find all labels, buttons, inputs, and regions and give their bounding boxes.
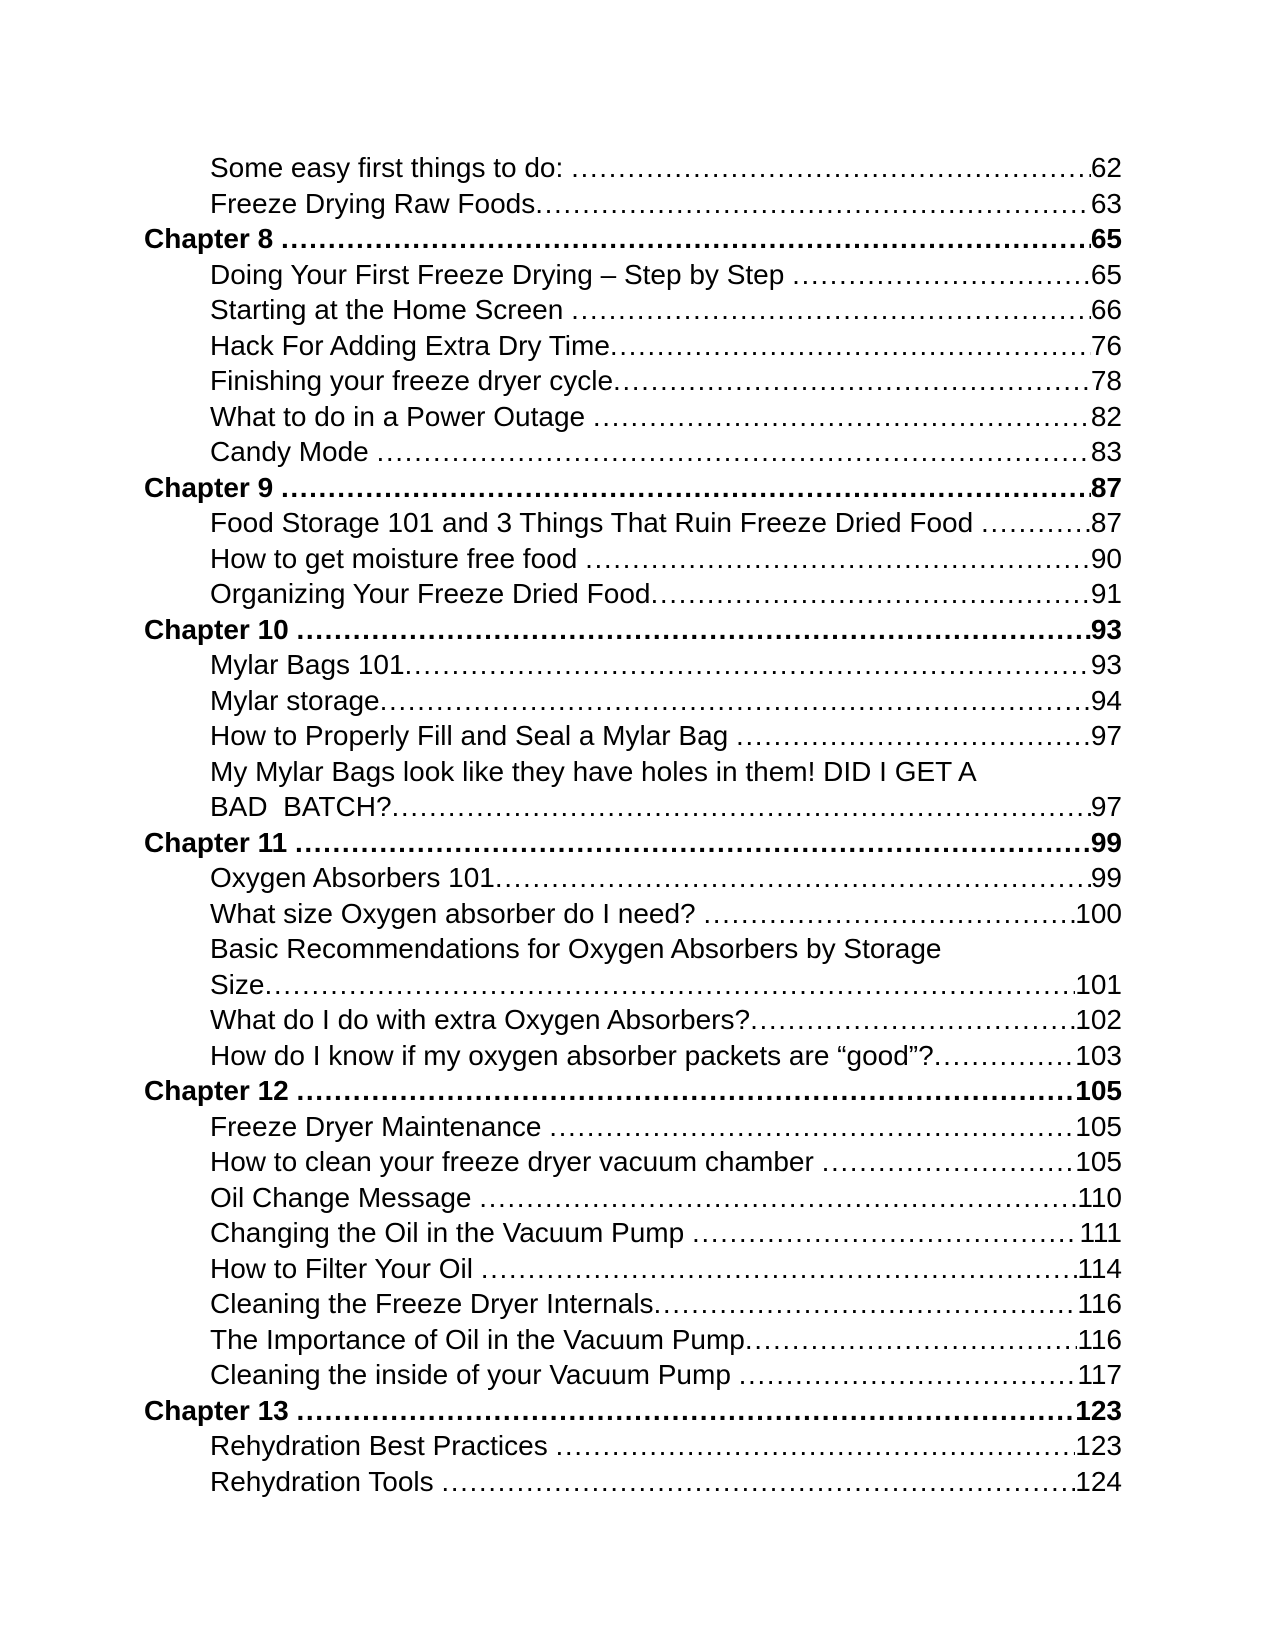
dot-leader [297, 612, 1091, 648]
dot-leader [692, 1215, 1079, 1251]
toc-section-entry [144, 186, 1122, 222]
toc-section-entry [144, 363, 1122, 399]
dot-leader [479, 1180, 1077, 1216]
toc-entry-page: 82 [1090, 400, 1122, 432]
toc-section-entry [144, 1002, 1122, 1038]
toc-entry-title: Some easy first things to do: [210, 152, 572, 183]
dot-leader [392, 789, 1091, 825]
dot-leader [585, 541, 1091, 577]
toc-entry-title: The Importance of Oil in the Vacuum Pump [210, 1323, 745, 1355]
toc-entry-page: 101 [1075, 968, 1122, 1000]
toc-chapter-entry [144, 221, 1122, 257]
dot-leader [571, 150, 1091, 186]
toc-entry-title: BAD BATCH? [210, 791, 392, 822]
toc-entry-page: 124 [1075, 1465, 1122, 1497]
toc-entry-title: What size Oxygen absorber do I need? [210, 897, 704, 929]
toc-entry-title: How to clean your freeze dryer vacuum chamber [210, 1146, 822, 1177]
toc-entry-page: 99 [1090, 862, 1122, 893]
dot-leader [549, 1109, 1075, 1145]
toc-entry-page: 105 [1075, 1075, 1122, 1106]
toc-entry-page: 63 [1090, 187, 1122, 219]
dot-leader [822, 1144, 1076, 1180]
toc-entry-title: What do I do with extra Oxygen Absorbers? [210, 1004, 751, 1035]
toc-section-entry [144, 1180, 1122, 1216]
dot-leader [736, 718, 1091, 754]
toc-entry-title: Chapter 10 [144, 613, 297, 645]
dot-leader [380, 683, 1091, 719]
dot-leader [377, 434, 1091, 470]
toc-entry-page: 94 [1090, 684, 1122, 716]
toc-entry-page: 116 [1077, 1323, 1122, 1355]
toc-entry-title: Rehydration Tools [210, 1465, 442, 1497]
toc-entry-title: Mylar storage [210, 684, 380, 716]
toc-entry-page: 123 [1075, 1430, 1122, 1461]
dot-leader [481, 1251, 1078, 1287]
toc-section-entry [144, 1286, 1122, 1322]
dot-leader [739, 1357, 1078, 1393]
dot-leader [295, 825, 1091, 861]
toc-entry-title: Hack For Adding Extra Dry Time [210, 329, 610, 361]
toc-section-entry [144, 434, 1122, 470]
dot-leader [405, 647, 1091, 683]
toc-entry-title: Food Storage 101 and 3 Things That Ruin Freeze Dried Food [210, 507, 981, 538]
toc-entry-title: Chapter 12 [144, 1075, 297, 1106]
toc-section-entry [144, 399, 1122, 435]
toc-entry-page: 91 [1090, 578, 1122, 609]
dot-leader [745, 1322, 1078, 1358]
toc-section-entry [144, 1464, 1122, 1500]
dot-leader [441, 1464, 1075, 1500]
dot-leader [495, 860, 1091, 896]
toc-section-entry [144, 718, 1122, 754]
toc-entry-title: Freeze Dryer Maintenance [210, 1110, 550, 1142]
toc-entry-title: Size [210, 968, 265, 1000]
toc-entry-title: How to Filter Your Oil [210, 1252, 481, 1284]
dot-leader [934, 1038, 1076, 1074]
toc-entry-page: 78 [1090, 365, 1122, 396]
toc-section-entry [144, 1428, 1122, 1464]
toc-entry-page: 87 [1090, 471, 1122, 503]
toc-entry-title: Chapter 8 [144, 223, 281, 254]
toc-section-entry [144, 1215, 1122, 1251]
toc-entry-page: 99 [1090, 826, 1122, 858]
toc-entry-page: 66 [1090, 294, 1122, 325]
toc-entry-page: 62 [1090, 152, 1122, 183]
toc-entry-title: How to get moisture free food [210, 542, 586, 574]
toc-entry-title: Oil Change Message [210, 1181, 480, 1213]
toc-section-entry [144, 754, 1122, 790]
toc-section-entry [144, 1322, 1122, 1358]
toc-entry-page: 90 [1090, 542, 1122, 574]
toc-section-entry [144, 505, 1122, 541]
toc-entry-page: 117 [1077, 1359, 1122, 1390]
table-of-contents [144, 150, 1122, 1499]
toc-section-entry [144, 257, 1122, 293]
toc-entry-title: Changing the Oil in the Vacuum Pump [210, 1217, 692, 1248]
toc-entry-page: 110 [1077, 1181, 1122, 1213]
toc-section-entry [144, 647, 1122, 683]
dot-leader [650, 576, 1090, 612]
dot-leader [264, 967, 1075, 1003]
dot-leader [610, 328, 1091, 364]
toc-section-entry [144, 292, 1122, 328]
toc-entry-title: How to Properly Fill and Seal a Mylar Bag [210, 720, 736, 751]
dot-leader [571, 292, 1091, 328]
toc-entry-title: Chapter 13 [144, 1394, 297, 1426]
toc-entry-title: Doing Your First Freeze Drying – Step by Step [210, 258, 793, 290]
toc-section-entry [144, 1251, 1122, 1287]
toc-entry-title: Candy Mode [210, 436, 377, 467]
toc-entry-page: 93 [1090, 613, 1122, 645]
toc-entry-page: 76 [1090, 329, 1122, 361]
toc-section-entry [144, 967, 1122, 1003]
dot-leader [792, 257, 1091, 293]
toc-section-entry [144, 860, 1122, 896]
toc-chapter-entry [144, 470, 1122, 506]
dot-leader [281, 470, 1091, 506]
toc-entry-page: 111 [1079, 1217, 1122, 1248]
dot-leader [981, 505, 1091, 541]
toc-entry-title: Cleaning the Freeze Dryer Internals [210, 1288, 654, 1319]
toc-chapter-entry [144, 1393, 1122, 1429]
toc-entry-page: 93 [1090, 649, 1122, 680]
toc-section-entry [144, 150, 1122, 186]
toc-section-entry [144, 1109, 1122, 1145]
toc-entry-title: Oxygen Absorbers 101 [210, 862, 495, 893]
toc-section-entry [144, 1144, 1122, 1180]
toc-entry-title: What to do in a Power Outage [210, 400, 593, 432]
toc-entry-title: Starting at the Home Screen [210, 294, 572, 325]
toc-entry-page: 105 [1075, 1146, 1122, 1177]
dot-leader [297, 1073, 1076, 1109]
dot-leader [654, 1286, 1078, 1322]
toc-section-entry [144, 1038, 1122, 1074]
toc-entry-title: Chapter 9 [144, 471, 281, 503]
dot-leader [703, 896, 1075, 932]
toc-entry-title: Organizing Your Freeze Dried Food [210, 578, 651, 609]
toc-section-entry [144, 683, 1122, 719]
toc-section-entry [144, 1357, 1122, 1393]
toc-section-entry [144, 541, 1122, 577]
toc-entry-page: 102 [1075, 1004, 1122, 1035]
toc-entry-page: 97 [1090, 791, 1122, 822]
toc-entry-page: 100 [1075, 897, 1122, 929]
toc-entry-page: 97 [1090, 720, 1122, 751]
toc-section-entry [144, 931, 1122, 967]
toc-entry-page: 116 [1077, 1288, 1122, 1319]
toc-entry-title: How do I know if my oxygen absorber packets are “good”? [210, 1039, 934, 1071]
toc-entry-title: Chapter 11 [144, 826, 295, 858]
toc-chapter-entry [144, 1073, 1122, 1109]
toc-section-entry [144, 789, 1122, 825]
dot-leader [281, 221, 1091, 257]
dot-leader [297, 1393, 1076, 1429]
toc-entry-page: 103 [1075, 1039, 1122, 1071]
dot-leader [750, 1002, 1075, 1038]
toc-entry-page: 83 [1090, 436, 1122, 467]
toc-entry-title: Mylar Bags 101 [210, 649, 405, 680]
toc-section-entry [144, 328, 1122, 364]
toc-entry-page: 114 [1077, 1252, 1122, 1284]
toc-entry-title: Cleaning the inside of your Vacuum Pump [210, 1359, 739, 1390]
toc-entry-page: 105 [1075, 1110, 1122, 1142]
dot-leader [593, 399, 1091, 435]
toc-section-entry [144, 896, 1122, 932]
toc-entry-page: 123 [1075, 1394, 1122, 1426]
toc-entry-title: Rehydration Best Practices [210, 1430, 556, 1461]
toc-entry-page: 65 [1090, 223, 1122, 254]
dot-leader [535, 186, 1091, 222]
dot-leader [556, 1428, 1076, 1464]
toc-entry-title: Basic Recommendations for Oxygen Absorbers by Storage [210, 933, 942, 964]
toc-entry-page: 65 [1090, 258, 1122, 290]
toc-entry-title: My Mylar Bags look like they have holes in them! DID I GET A [210, 755, 977, 787]
toc-entry-title: Freeze Drying Raw Foods [210, 187, 536, 219]
toc-chapter-entry [144, 825, 1122, 861]
toc-entry-page: 87 [1090, 507, 1122, 538]
toc-chapter-entry [144, 612, 1122, 648]
toc-entry-title: Finishing your freeze dryer cycle [210, 365, 614, 396]
dot-leader [613, 363, 1091, 399]
toc-section-entry [144, 576, 1122, 612]
